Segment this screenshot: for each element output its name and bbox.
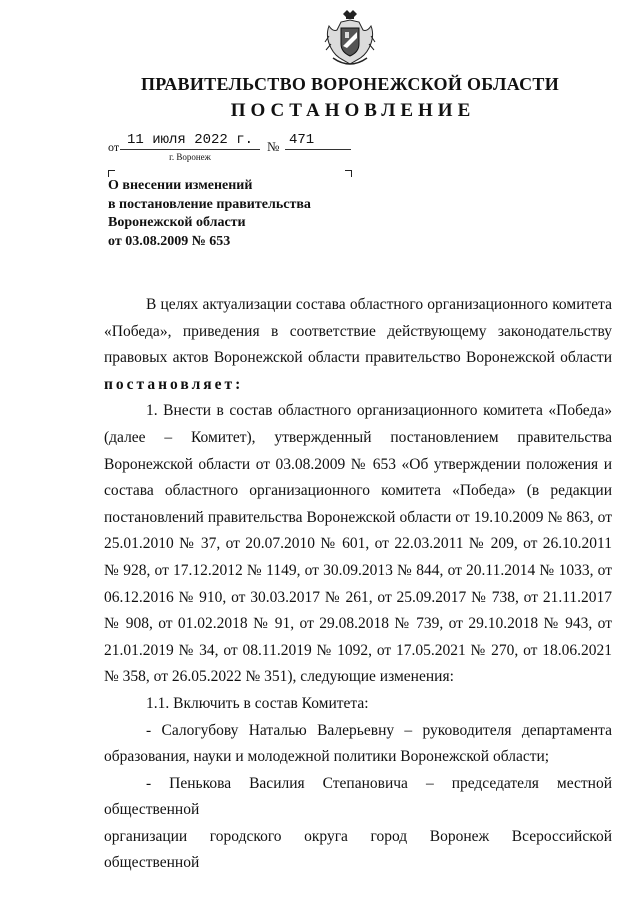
body-line: 1.1. Включить в состав Комитета: (146, 694, 369, 712)
resolves-keyword: постановляет: (104, 375, 244, 393)
subject-bracket-right (345, 170, 352, 177)
body-line: 06.12.2016 № 910, от 30.03.2017 № 261, от 25.09.2017 № 738, от 21.11.2017 (104, 588, 612, 606)
number-sign: № (267, 139, 280, 154)
body-line: состава областного организационного комитета «Победа» (в редакции (104, 482, 612, 500)
city-label: г. Воронеж (169, 152, 211, 162)
body-line: 1. Внести в состав областного организационного комитета «Победа» (146, 402, 612, 420)
body-line: образования, науки и молодежной политики Воронежской области; (104, 748, 550, 766)
body-line: - Пенькова Василия Степановича – председателя местной общественной (104, 774, 612, 819)
body-line: постановлений правительства Воронежской области от 19.10.2009 № 863, от (104, 508, 612, 526)
document-date: 11 июля 2022 г. (120, 131, 260, 150)
body-line: Воронежской области от 03.08.2009 № 653 «Об утверждении положения и (104, 455, 612, 473)
subject-line: О внесении изменений (108, 178, 253, 193)
document-number: 471 (285, 131, 351, 150)
body-line: правовых актов Воронежской области правительство Воронежской области (104, 349, 612, 367)
coat-of-arms-emblem (323, 8, 377, 70)
document-body (104, 292, 612, 877)
body-line: № 358, от 26.05.2022 № 351), следующие изменения: (104, 668, 454, 686)
subject-line: в постановление правительства (108, 196, 311, 212)
subject-bracket-left (108, 170, 115, 177)
body-line: 21.01.2019 № 34, от 08.11.2019 № 1092, от 17.05.2021 № 270, от 18.06.2021 (104, 641, 612, 659)
body-line: № 928, от 17.12.2012 № 1149, от 30.09.2013 № 844, от 20.11.2014 № 1033, от (104, 561, 612, 579)
date-prefix: от (108, 140, 120, 154)
subject-line: Воронежской области (108, 215, 246, 230)
body-line: № 908, от 01.02.2018 № 91, от 29.08.2018 № 739, от 29.10.2018 № 943, от (104, 615, 612, 633)
document-type: ПОСТАНОВЛЕНИЕ (230, 100, 476, 121)
body-line: организации городского округа город Воронеж Всероссийской общественной (104, 827, 612, 872)
resolution-word (104, 372, 612, 399)
body-line: (далее – Комитет), утвержденный постановлением правительства (104, 428, 612, 446)
body-line: - Салогубову Наталью Валерьевну – руководителя департамента (146, 721, 612, 739)
body-line: 25.01.2010 № 37, от 20.07.2010 № 601, от 22.03.2011 № 209, от 26.10.2011 (104, 535, 612, 553)
government-title: ПРАВИТЕЛЬСТВО ВОРОНЕЖСКОЙ ОБЛАСТИ (140, 74, 560, 94)
subject-line: от 03.08.2009 № 653 (108, 233, 231, 249)
document-subject (108, 177, 311, 251)
body-line: «Победа», приведения в соответствие действующему законодательству (104, 322, 612, 340)
body-line: В целях актуализации состава областного организационного комитета (146, 296, 612, 313)
